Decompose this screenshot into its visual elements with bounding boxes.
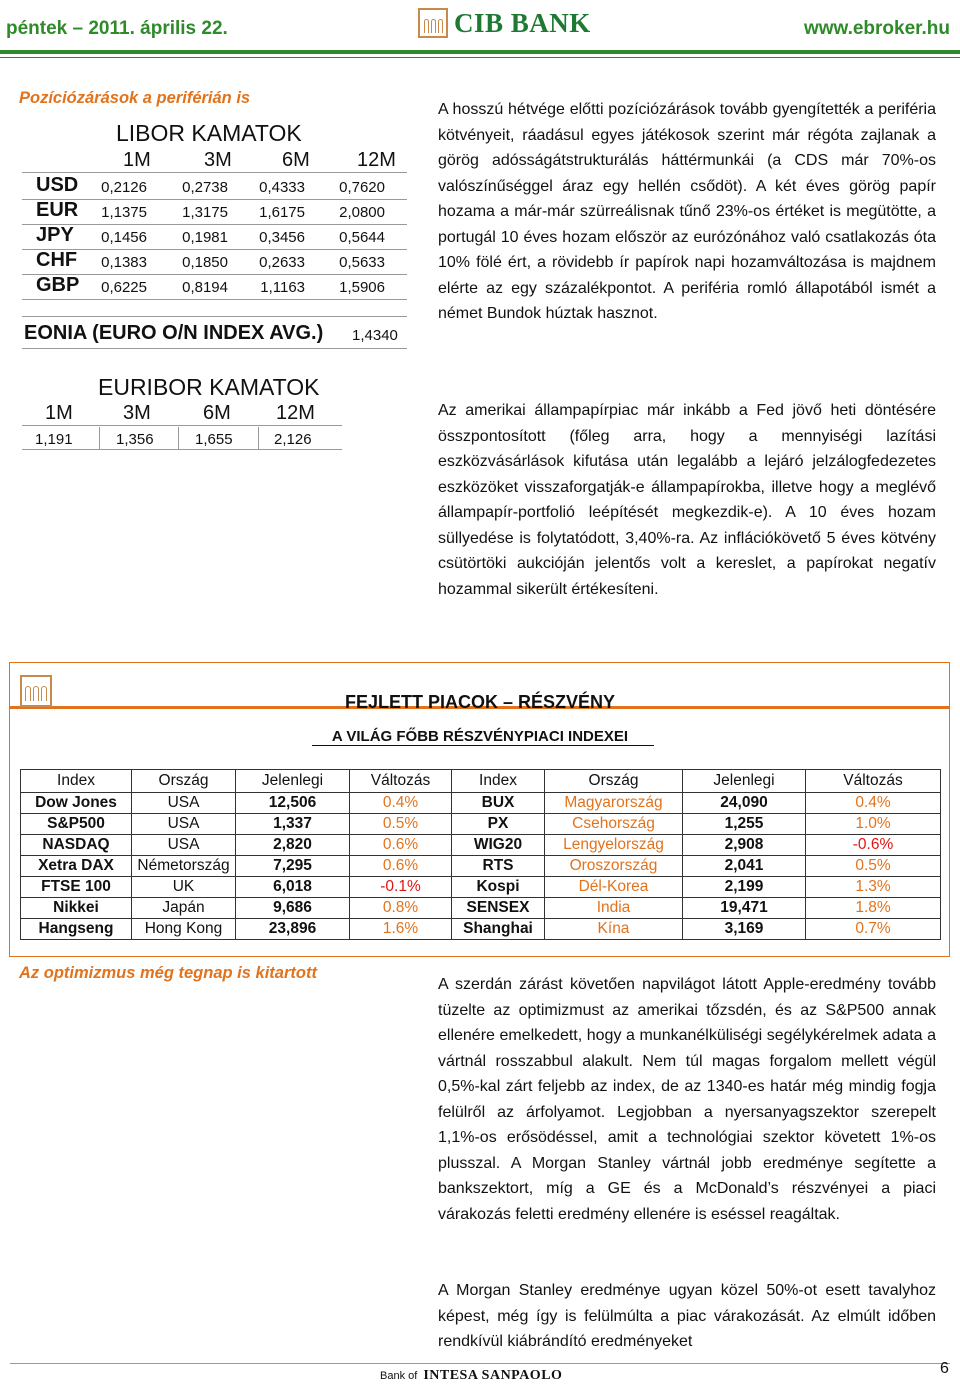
column-header: Jelenlegi — [683, 770, 806, 793]
table-cell: 19,471 — [683, 898, 806, 919]
table-cell: PX — [452, 814, 545, 835]
libor-value: 0,5644 — [339, 229, 385, 246]
table-cell: India — [545, 898, 683, 919]
bank-name: CIB BANK — [454, 7, 591, 38]
table-row — [21, 814, 941, 835]
table-cell: Németország — [132, 856, 236, 877]
table-row — [21, 877, 941, 898]
euribor-value: 1,191 — [35, 431, 73, 448]
libor-value: 0,6225 — [101, 279, 147, 296]
libor-col-3m: 3M — [204, 149, 232, 171]
section-heading-optimism: Az optimizmus még tegnap is kitartott — [19, 964, 317, 982]
libor-value: 1,5906 — [339, 279, 385, 296]
libor-row-rule — [22, 274, 407, 275]
table-cell: 1.0% — [806, 814, 941, 835]
footer-rule — [10, 1363, 950, 1364]
eonia-rule — [22, 348, 407, 349]
table-row — [21, 856, 941, 877]
column-header: Ország — [132, 770, 236, 793]
section-heading-periphery: Pozíciózárások a periférián is — [19, 89, 251, 107]
table-cell: 0.6% — [350, 835, 452, 856]
libor-value: 0,5633 — [339, 254, 385, 271]
table-cell: 6,018 — [236, 877, 350, 898]
table-row — [21, 898, 941, 919]
table-cell: S&P500 — [21, 814, 132, 835]
libor-col-1m: 1M — [123, 149, 151, 171]
table-cell: 0.6% — [350, 856, 452, 877]
column-header: Változás — [806, 770, 941, 793]
table-cell: Hangseng — [21, 919, 132, 940]
euribor-separator — [178, 427, 179, 449]
euribor-value: 1,356 — [116, 431, 154, 448]
libor-value: 1,6175 — [259, 204, 305, 221]
markets-title: FEJLETT PIACOK – RÉSZVÉNY — [344, 692, 616, 712]
report-date: péntek – 2011. április 22. — [6, 18, 228, 39]
table-cell: 0.4% — [350, 793, 452, 814]
table-cell: 23,896 — [236, 919, 350, 940]
libor-value: 1,1375 — [101, 204, 147, 221]
euribor-title: EURIBOR KAMATOK — [98, 374, 320, 400]
libor-row-rule — [22, 224, 407, 225]
libor-value: 0,1383 — [101, 254, 147, 271]
table-cell: Kína — [545, 919, 683, 940]
table-cell: Shanghai — [452, 919, 545, 940]
libor-row-rule — [22, 299, 407, 300]
libor-value: 0,4333 — [259, 179, 305, 196]
libor-value: 0,7620 — [339, 179, 385, 196]
table-row — [21, 835, 941, 856]
header-divider-thin — [0, 57, 960, 58]
table-cell: Dow Jones — [21, 793, 132, 814]
libor-col-12m: 12M — [357, 149, 396, 171]
table-cell: 9,686 — [236, 898, 350, 919]
euribor-separator — [99, 427, 100, 449]
table-cell: Nikkei — [21, 898, 132, 919]
bank-of-label: Bank of — [380, 1370, 418, 1382]
table-cell: 24,090 — [683, 793, 806, 814]
emerging-markets-label: Fejlődő piacok — [458, 749, 567, 766]
table-cell: 0.5% — [350, 814, 452, 835]
libor-value: 0,2126 — [101, 179, 147, 196]
libor-row-jpy — [36, 226, 406, 250]
paragraph-periphery: A hosszú hétvége előtti pozíciózárások tovább gyengítették a periféria kötvényeit, ráadásul egyes játékosok szerint már régóta zajlanak a görög adósságátstrukturálás háttérmunkái (a CDS már 70%-os valószínűséggel áraz egy hellén csődöt). A két éves görög papír hozama a már-már szürreálisnak tűnő 23%-os értéket is megütötte, a portugál 10 éves hozam először az eurózónához való csatlakozás óta 10% fölé ért, a rövidebb ír papírok napi hozamváltozása is majdnem elérte az egy százalékpontot. A periféria romló állapotából ismét a német Bundok húztak hasznot. — [438, 101, 936, 322]
table-cell: 1,337 — [236, 814, 350, 835]
intesa-sanpaolo-logo: INTESA SANPAOLO — [423, 1368, 563, 1383]
currency-label: CHF — [36, 249, 78, 271]
header-divider — [0, 50, 960, 54]
table-cell: Japán — [132, 898, 236, 919]
table-cell: 1.8% — [806, 898, 941, 919]
libor-value: 0,3456 — [259, 229, 305, 246]
table-cell: 2,820 — [236, 835, 350, 856]
table-cell: 2,199 — [683, 877, 806, 898]
table-cell: UK — [132, 877, 236, 898]
table-cell: FTSE 100 — [21, 877, 132, 898]
cib-logo-icon — [418, 8, 448, 38]
libor-value: 2,0800 — [339, 204, 385, 221]
markets-subtitle-underline — [312, 745, 654, 746]
libor-value: 0,2738 — [182, 179, 228, 196]
libor-row-rule — [22, 199, 407, 200]
table-cell: Dél-Korea — [545, 877, 683, 898]
table-cell: 1.3% — [806, 877, 941, 898]
currency-label: USD — [36, 174, 79, 196]
stock-index-table — [20, 769, 941, 940]
libor-value: 0,8194 — [182, 279, 228, 296]
column-header: Ország — [545, 770, 683, 793]
libor-row-eur — [36, 201, 406, 225]
table-cell: 2,041 — [683, 856, 806, 877]
page-number: 6 — [940, 1360, 949, 1377]
euribor-col-6m: 6M — [203, 402, 231, 424]
euribor-header-rule — [22, 425, 342, 426]
euribor-col-1m: 1M — [45, 402, 73, 424]
euribor-value: 1,655 — [195, 431, 233, 448]
table-cell: Lengyelország — [545, 835, 683, 856]
table-cell: 2,908 — [683, 835, 806, 856]
table-cell: WIG20 — [452, 835, 545, 856]
paragraph-us-treasuries: Az amerikai állampapírpiac már inkább a Fed jövő heti döntésére összpontosított (főleg arra, hogy a mennyiségi lazítási eszközvásárlások kifutása után legalább a lejáró jelzálogfedezetes eszközöket visszaforgatják-e állampapírokba, illetve hogy a meglévő állampapír-portfolió leépítését megkezdik-e). A 10 éves hozam süllyedése is folytatódott, 3,40%-ra. Az inflációkövető 5 éves kötvény csütörtöki aukcióján jelentős volt a kereslet, a papírokat negatív hozammal sikerült értékesíteni. — [438, 402, 936, 598]
table-cell: Magyarország — [545, 793, 683, 814]
table-cell: RTS — [452, 856, 545, 877]
euribor-col-12m: 12M — [276, 402, 315, 424]
table-row — [21, 793, 941, 814]
markets-subtitle: A VILÁG FŐBB RÉSZVÉNYPIACI INDEXEI — [331, 728, 629, 745]
table-cell: BUX — [452, 793, 545, 814]
paragraph-morgan-stanley: A Morgan Stanley eredménye ugyan közel 50%-ot esett tavalyhoz képest, még így is felülmúlta a piac várakozását. Az elmúlt időben rendkívül kiábrándító eredményeket — [438, 1282, 936, 1350]
table-cell: 0.4% — [806, 793, 941, 814]
currency-label: EUR — [36, 199, 79, 221]
libor-value: 0,1456 — [101, 229, 147, 246]
table-cell: 0.7% — [806, 919, 941, 940]
libor-row-rule — [22, 249, 407, 250]
libor-row-gbp — [36, 276, 406, 300]
table-cell: USA — [132, 835, 236, 856]
table-cell: Hong Kong — [132, 919, 236, 940]
table-cell: -0.6% — [806, 835, 941, 856]
table-cell: 1,255 — [683, 814, 806, 835]
cib-bank-logo — [418, 6, 591, 40]
table-cell: 3,169 — [683, 919, 806, 940]
libor-title: LIBOR KAMATOK — [116, 120, 302, 146]
footer-brand — [380, 1368, 562, 1384]
eonia-value: 1,4340 — [352, 327, 398, 344]
table-cell: Oroszország — [545, 856, 683, 877]
table-cell: -0.1% — [350, 877, 452, 898]
column-header: Index — [21, 770, 132, 793]
table-cell: NASDAQ — [21, 835, 132, 856]
table-cell: 7,295 — [236, 856, 350, 877]
libor-row-chf — [36, 251, 406, 275]
euribor-separator — [258, 427, 259, 449]
column-header: Jelenlegi — [236, 770, 350, 793]
table-cell: Xetra DAX — [21, 856, 132, 877]
libor-row-rule — [22, 316, 407, 317]
table-cell: 12,506 — [236, 793, 350, 814]
table-cell: USA — [132, 793, 236, 814]
euribor-bottom-rule — [22, 449, 342, 450]
table-cell: 0.8% — [350, 898, 452, 919]
libor-value: 1,3175 — [182, 204, 228, 221]
libor-header-rule — [22, 172, 407, 173]
libor-value: 0,2633 — [259, 254, 305, 271]
table-cell: USA — [132, 814, 236, 835]
table-cell: SENSEX — [452, 898, 545, 919]
euribor-value: 2,126 — [274, 431, 312, 448]
table-cell: 1.6% — [350, 919, 452, 940]
libor-value: 0,1850 — [182, 254, 228, 271]
currency-label: GBP — [36, 274, 80, 296]
column-header: Változás — [350, 770, 452, 793]
eonia-label: EONIA (EURO O/N INDEX AVG.) — [24, 322, 324, 344]
libor-row-usd — [36, 176, 406, 200]
column-header: Index — [452, 770, 545, 793]
website-link[interactable]: www.ebroker.hu — [803, 18, 950, 39]
table-cell: Csehország — [545, 814, 683, 835]
libor-value: 1,1163 — [260, 279, 305, 296]
table-cell: 0.5% — [806, 856, 941, 877]
euribor-col-3m: 3M — [123, 402, 151, 424]
developed-markets-label: Fejlett piacok — [24, 749, 124, 766]
currency-label: JPY — [36, 224, 74, 246]
libor-col-6m: 6M — [282, 149, 310, 171]
table-cell: Kospi — [452, 877, 545, 898]
paragraph-apple-earnings: A szerdán zárást követően napvilágot látott Apple-eredmény tovább tüzelte az optimizmust az amerikai tőzsdén, és az S&P500 annak ellenére emelkedett, hogy a munkanélküliségi segélykérelmek adata a vártnál rosszabbul alakult. Nem túl magas forgalom mellett végül 0,5%-kal zárt feljebb az index, de az 1340-es határ még mindig fogja felülről az árfolyamot. Legjobban a nyersanyagszektor szerepelt 1,1%-os erősödéssel, amit a technológiai szektor követett 1%-os plusszal. A Morgan Stanley vártnál jobb eredménye segítette a bankszektort, míg a GE és a McDonald’s részvényei a piaci várakozás feletti eredmény ellenére is eséssel reagáltak. — [438, 976, 936, 1223]
table-row — [21, 919, 941, 940]
table-header-row — [21, 770, 941, 793]
libor-value: 0,1981 — [182, 229, 228, 246]
